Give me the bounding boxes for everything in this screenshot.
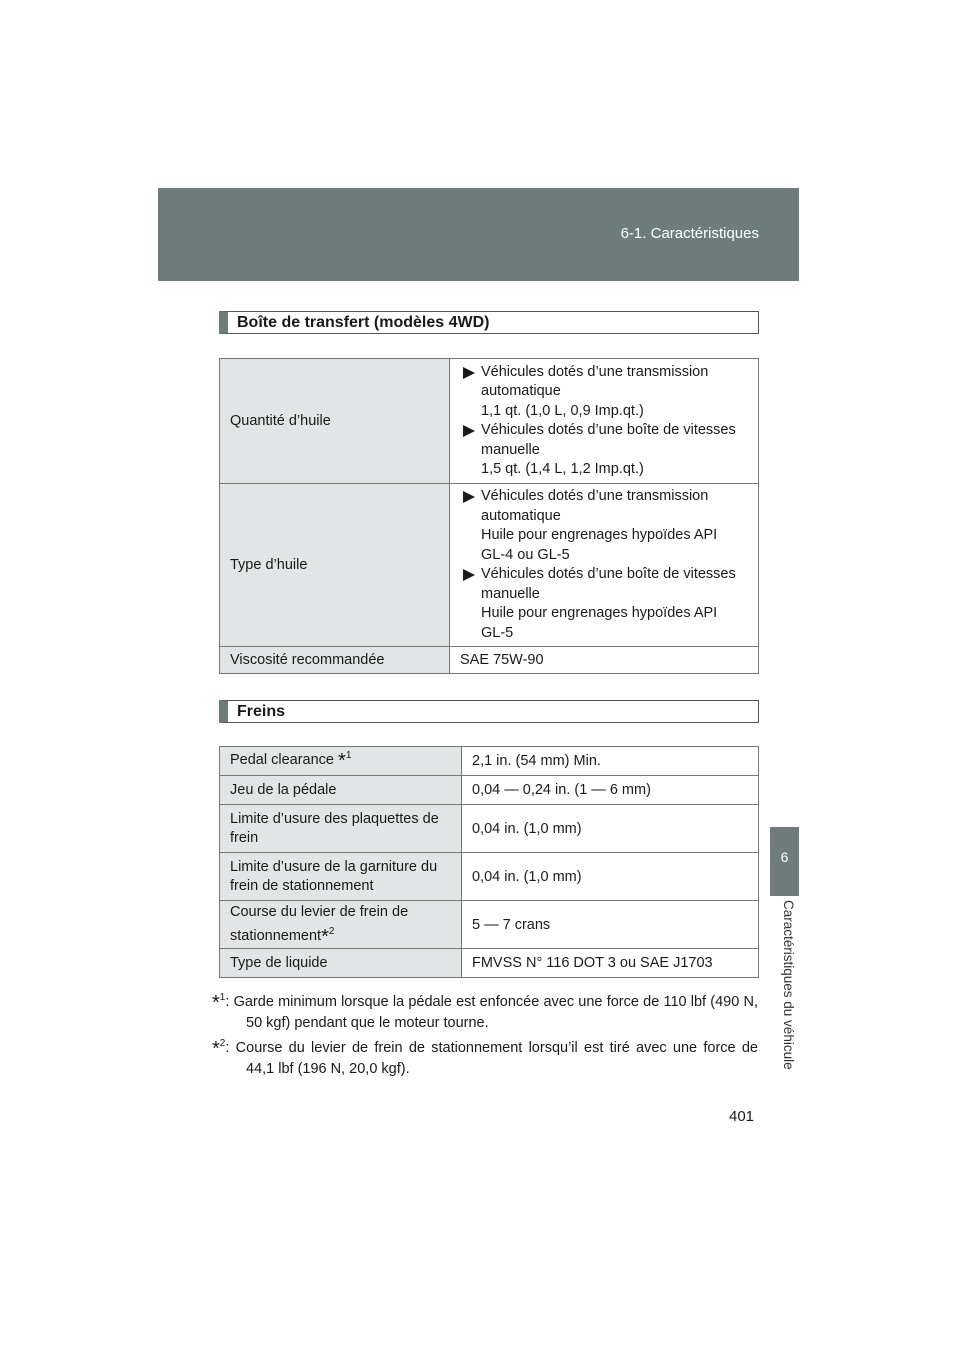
chapter-number: 6 [780, 849, 789, 865]
table-row [220, 776, 759, 805]
oil-quantity-value [450, 359, 759, 484]
footnote-1: *$^1$: Garde minimum lorsque la pédale est enfoncée avec une force de 110 lbf (490 N, 50 kgf) pendant que le moteur tourne. [212, 991, 758, 1031]
viscosity-label: Viscosité recommandée [220, 647, 450, 674]
list-item: Véhicules dotés d’une transmission automatique 1,1 qt. (1,0 L, 0,9 Imp.qt.) [460, 363, 748, 422]
lever-travel-value: 5 — 7 crans [462, 901, 759, 949]
pad-wear-value: 0,04 in. (1,0 mm) [462, 805, 759, 853]
page-number: 401 [729, 1108, 755, 1125]
list-item: Véhicules dotés d’une boîte de vitesses manuelle Huile pour engrenages hypoïdes API GL-5 [460, 565, 748, 643]
fluid-type-value: FMVSS N° 116 DOT 3 ou SAE J1703 [462, 949, 759, 978]
fluid-type-label: Type de liquide [220, 949, 462, 978]
pedal-clearance-value: 2,1 in. (54 mm) Min. [462, 747, 759, 776]
pedal-play-label: Jeu de la pédale [220, 776, 462, 805]
table-row [220, 853, 759, 901]
list-item: Véhicules dotés d’une transmission automatique Huile pour engrenages hypoïdes API GL-4 ou GL-5 [460, 487, 748, 565]
table-row [220, 949, 759, 978]
chapter-side-label: Caractéristiques du véhicule [781, 900, 796, 1070]
table-row [220, 484, 759, 647]
table-row [220, 901, 759, 949]
oil-type-value [450, 484, 759, 647]
header-band [158, 188, 799, 281]
brakes-table [219, 746, 759, 978]
asterisk: * [321, 925, 329, 948]
table-row [220, 647, 759, 674]
section-title: 6-1. Caractéristiques [620, 225, 759, 242]
footnote-2: *$^2$: Course du levier de frein de stationnement lorsqu’il est tiré avec une force de 44,1 lbf (196 N, 20,0 kgf). [212, 1037, 758, 1077]
viscosity-value: SAE 75W-90 [450, 647, 759, 674]
chapter-tab [770, 827, 799, 896]
transfer-section-title: Boîte de transfert (modèles 4WD) [219, 311, 759, 334]
list-item: Véhicules dotés d’une boîte de vitesses manuelle 1,5 qt. (1,4 L, 1,2 Imp.qt.) [460, 421, 748, 480]
transfer-table [219, 358, 759, 674]
asterisk: * [338, 749, 346, 772]
oil-type-label: Type d’huile [220, 484, 450, 647]
pedal-clearance-label: Pedal clearance *$^1$ [220, 747, 462, 776]
pedal-play-value: 0,04 — 0,24 in. (1 — 6 mm) [462, 776, 759, 805]
table-row [220, 805, 759, 853]
table-row [220, 747, 759, 776]
lining-wear-label: Limite d’usure de la garniture du frein de stationnement [220, 853, 462, 901]
lining-wear-value: 0,04 in. (1,0 mm) [462, 853, 759, 901]
oil-quantity-label: Quantité d’huile [220, 359, 450, 484]
lever-travel-label: Course du levier de frein de stationnement*$^2$ [220, 901, 462, 949]
pad-wear-label: Limite d’usure des plaquettes de frein [220, 805, 462, 853]
brakes-section-title: Freins [219, 700, 759, 723]
table-row [220, 359, 759, 484]
